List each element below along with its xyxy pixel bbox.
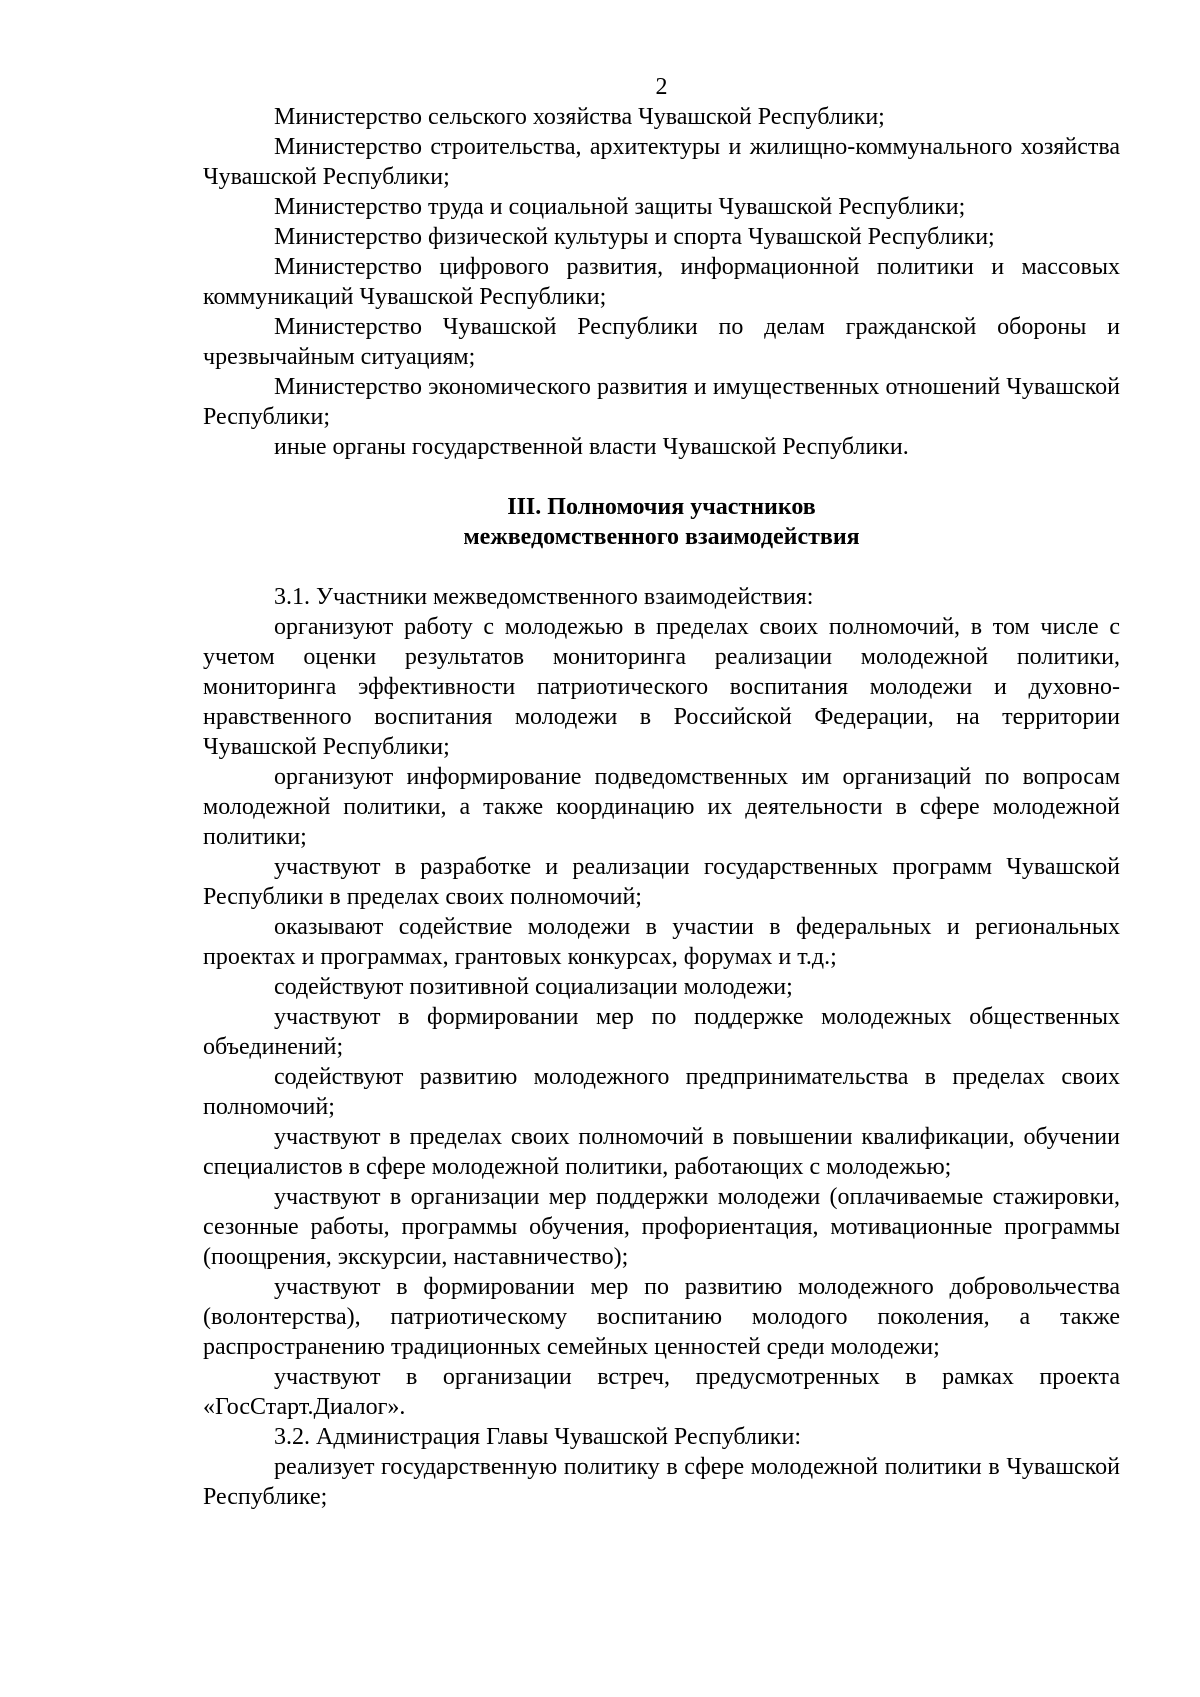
paragraph: оказывают содействие молодежи в участии в федеральных и региональных проектах и программах, грантовых конкурсах, форумах и т.д.; <box>203 914 1120 970</box>
paragraph: реализует государственную политику в сфере молодежной политики в Чувашской Республике; <box>203 1454 1120 1510</box>
paragraph: участвуют в организации мер поддержки молодежи (оплачиваемые стажировки, сезонные работы, программы обучения, профориентация, мотивационные программы (поощрения, экскурсии, наставничество); <box>203 1184 1120 1270</box>
paragraph: 3.1. Участники межведомственного взаимодействия: <box>274 584 814 610</box>
paragraph: Министерство цифрового развития, информационной политики и массовых коммуникаций Чувашской Республики; <box>203 254 1120 310</box>
paragraph: Министерство строительства, архитектуры и жилищно-коммунального хозяйства Чувашской Республики; <box>203 134 1120 190</box>
paragraph: участвуют в пределах своих полномочий в повышении квалификации, обучении специалистов в сфере молодежной политики, работающих с молодежью; <box>203 1124 1120 1180</box>
paragraph: Министерство сельского хозяйства Чувашской Республики; <box>274 104 885 130</box>
section-heading-line-2: межведомственного взаимодействия <box>463 524 860 550</box>
paragraph: участвуют в организации встреч, предусмотренных в рамках проекта «ГосСтарт.Диалог». <box>203 1364 1120 1420</box>
page-number: 2 <box>655 74 668 100</box>
paragraph: содействуют развитию молодежного предпринимательства в пределах своих полномочий; <box>203 1064 1120 1120</box>
paragraph: Министерство экономического развития и имущественных отношений Чувашской Республики; <box>203 374 1120 430</box>
participants-list <box>203 102 1120 462</box>
powers-section-body <box>203 582 1120 1512</box>
paragraph: Министерство физической культуры и спорта Чувашской Республики; <box>274 224 995 250</box>
paragraph: участвуют в разработке и реализации государственных программ Чувашской Республики в пределах своих полномочий; <box>203 854 1120 910</box>
paragraph: участвуют в формировании мер по развитию молодежного добровольчества (волонтерства), патриотическому воспитанию молодого поколения, а также распространению традиционных семейных ценностей среди молодежи; <box>203 1274 1120 1360</box>
section-heading <box>203 492 1120 552</box>
paragraph: Министерство труда и социальной защиты Чувашской Республики; <box>274 194 966 220</box>
paragraph: организуют информирование подведомственных им организаций по вопросам молодежной политики, а также координацию их деятельности в сфере молодежной политики; <box>203 764 1120 850</box>
paragraph: организуют работу с молодежью в пределах своих полномочий, в том числе с учетом оценки результатов мониторинга реализации молодежной политики, мониторинга эффективности патриотического воспитания молодежи и духовно-нравственного воспитания молодежи в Российской Федерации, на территории Чувашской Республики; <box>203 614 1120 760</box>
paragraph: иные органы государственной власти Чувашской Республики. <box>274 434 909 460</box>
paragraph: 3.2. Администрация Главы Чувашской Республики: <box>274 1424 801 1450</box>
paragraph: Министерство Чувашской Республики по делам гражданской обороны и чрезвычайным ситуациям; <box>203 314 1120 370</box>
section-heading-line-1: III. Полномочия участников <box>507 494 816 520</box>
paragraph: содействуют позитивной социализации молодежи; <box>274 974 793 1000</box>
paragraph: участвуют в формировании мер по поддержке молодежных общественных объединений; <box>203 1004 1120 1060</box>
